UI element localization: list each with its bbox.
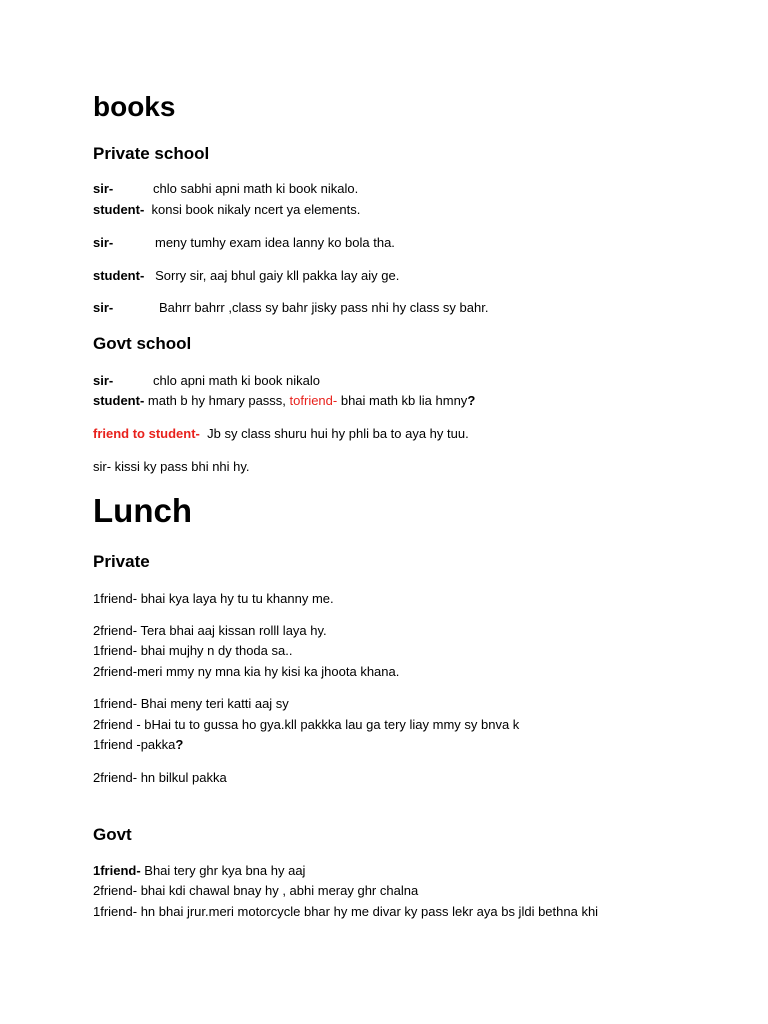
dialogue-line: 1friend- bhai kya laya hy tu tu khanny me. — [93, 591, 334, 606]
speaker-label: 1friend- — [93, 863, 141, 878]
dialogue-text: konsi book nikaly ncert ya elements. — [151, 202, 361, 217]
dialogue-line — [93, 460, 250, 473]
friend-aside-label: tofriend- — [289, 393, 338, 408]
dialogue-line — [93, 864, 305, 877]
dialogue-text: Jb sy class shuru hui hy phli ba to aya hy tuu. — [207, 426, 469, 441]
speaker-label: friend to student- — [93, 426, 200, 441]
dialogue-line: 2friend - bHai tu to gussa ho gya.kll pakkka lau ga tery liay mmy sy bnva k — [93, 717, 520, 732]
dialogue-line — [93, 394, 475, 407]
dialogue-line: 1friend- hn bhai jrur.meri motorcycle bhar hy me divar ky pass lekr aya bs jldi bethna khi — [93, 904, 599, 919]
dialogue-text: Bhai tery ghr kya bna hy aaj — [140, 863, 306, 878]
dialogue-line — [93, 182, 358, 195]
private-school-heading: Private school — [93, 144, 210, 163]
dialogue-line: 2friend- hn bilkul pakka — [93, 770, 227, 785]
dialogue-line: 1friend- Bhai meny teri katti aaj sy — [93, 696, 289, 711]
dialogue-line — [93, 269, 399, 282]
dialogue-text: Sorry sir, aaj bhul gaiy kll pakka lay aiy ge. — [155, 268, 400, 283]
dialogue-text: math b hy hmary passs, — [147, 393, 290, 408]
dialogue-text: bhai math kb lia hmny — [337, 393, 468, 408]
dialogue-line: 2friend- bhai kdi chawal bnay hy , abhi meray ghr chalna — [93, 883, 419, 898]
dialogue-text: chlo apni math ki book nikalo — [153, 373, 320, 388]
dialogue-line — [93, 738, 183, 751]
speaker-label: sir- — [93, 373, 114, 388]
dialogue-line — [93, 203, 360, 216]
dialogue-line: 2friend-meri mmy ny mna kia hy kisi ka jhoota khana. — [93, 664, 400, 679]
dialogue-text: chlo sabhi apni math ki book nikalo. — [153, 181, 359, 196]
dialogue-line — [93, 427, 469, 440]
speaker-label: student- — [93, 268, 145, 283]
speaker-label: student- — [93, 202, 145, 217]
books-title: books — [93, 91, 176, 122]
dialogue-line: 1friend- bhai mujhy n dy thoda sa.. — [93, 643, 293, 658]
dialogue-text: 1friend -pakka — [93, 737, 176, 752]
private-heading: Private — [93, 552, 150, 571]
dialogue-line — [93, 374, 320, 387]
question-mark: ? — [175, 737, 184, 752]
dialogue-line: 2friend- Tera bhai aaj kissan rolll laya hy. — [93, 623, 327, 638]
speaker-label: sir- — [93, 181, 114, 196]
dialogue-line — [93, 236, 395, 249]
dialogue-text: meny tumhy exam idea lanny ko bola tha. — [155, 235, 395, 250]
govt-heading: Govt — [93, 825, 132, 844]
dialogue-text: sir- kissi ky pass bhi nhi hy. — [93, 459, 250, 474]
dialogue-line — [93, 301, 488, 314]
question-mark: ? — [467, 393, 476, 408]
dialogue-text: Bahrr bahrr ,class sy bahr jisky pass nhi hy class sy bahr. — [159, 300, 489, 315]
speaker-label: student- — [93, 393, 145, 408]
lunch-title: Lunch — [93, 492, 192, 529]
speaker-label: sir- — [93, 235, 114, 250]
speaker-label: sir- — [93, 300, 114, 315]
govt-school-heading: Govt school — [93, 334, 192, 353]
